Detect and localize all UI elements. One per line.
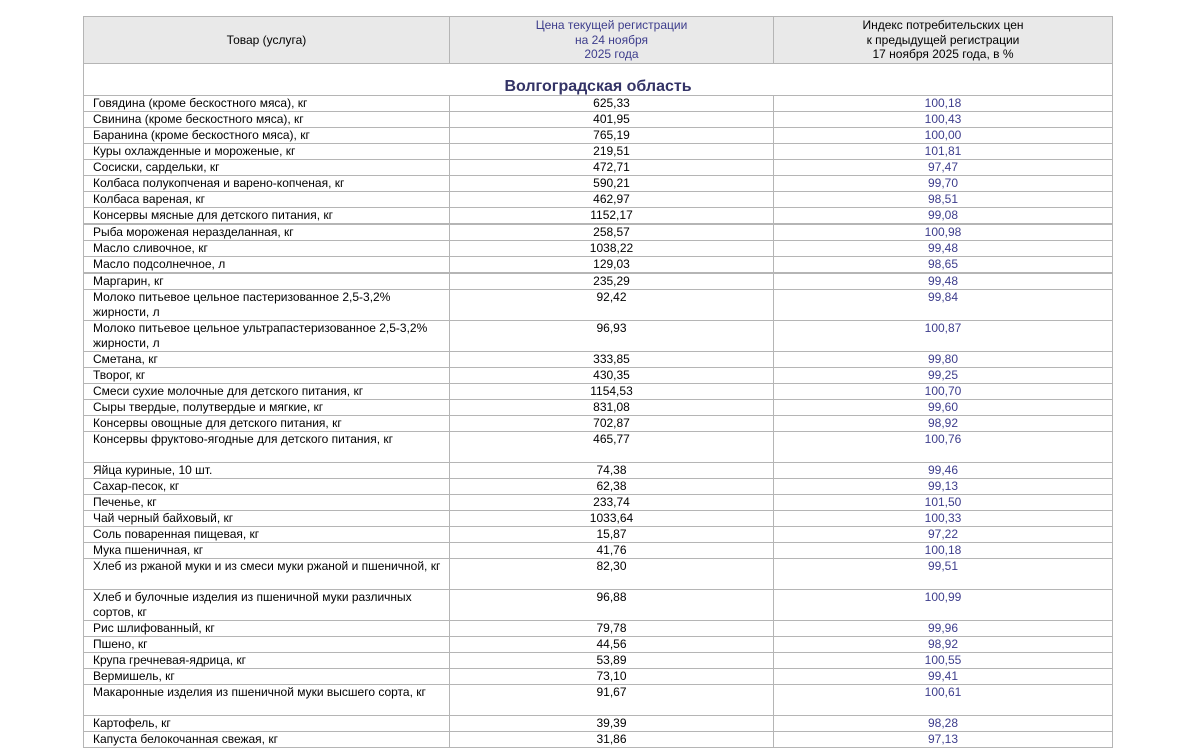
table-row [84,208,1113,225]
price-cell: 233,74 [450,495,774,511]
price-table-container [83,16,1112,748]
product-name-cell: Вермишель, кг [84,669,450,685]
index-cell: 100,43 [774,112,1113,128]
price-cell: 74,38 [450,463,774,479]
product-name-cell: Печенье, кг [84,495,450,511]
price-cell: 73,10 [450,669,774,685]
table-row [84,637,1113,653]
index-cell: 98,28 [774,716,1113,732]
header-price-line: Цена текущей регистрации [535,18,688,33]
price-cell: 53,89 [450,653,774,669]
table-row [84,176,1113,192]
index-cell: 99,51 [774,559,1113,590]
index-cell: 100,61 [774,685,1113,716]
index-cell: 97,22 [774,527,1113,543]
product-name-cell: Баранина (кроме бескостного мяса), кг [84,128,450,144]
index-cell: 99,60 [774,400,1113,416]
header-product: Товар (услуга) [84,17,450,64]
product-name-cell: Рис шлифованный, кг [84,621,450,637]
table-row [84,400,1113,416]
price-cell: 472,71 [450,160,774,176]
index-cell: 99,13 [774,479,1113,495]
price-cell: 1152,17 [450,208,774,225]
index-cell: 99,80 [774,352,1113,368]
index-cell: 99,41 [774,669,1113,685]
price-cell: 1154,53 [450,384,774,400]
product-name-cell: Хлеб из ржаной муки и из смеси муки ржаной и пшеничной, кг [84,559,450,590]
product-name-cell: Колбаса полукопченая и варено-копченая, кг [84,176,450,192]
index-cell: 100,55 [774,653,1113,669]
table-row [84,479,1113,495]
product-name-cell: Колбаса вареная, кг [84,192,450,208]
product-name-cell: Смеси сухие молочные для детского питания, кг [84,384,450,400]
price-cell: 258,57 [450,224,774,241]
table-row [84,463,1113,479]
header-price-line: 2025 года [584,47,639,62]
table-row [84,257,1113,274]
product-name-cell: Сахар-песок, кг [84,479,450,495]
table-row [84,653,1113,669]
table-row [84,669,1113,685]
index-cell: 98,92 [774,416,1113,432]
index-cell: 100,99 [774,590,1113,621]
index-cell: 100,18 [774,96,1113,112]
index-cell: 98,65 [774,257,1113,274]
price-cell: 1038,22 [450,241,774,257]
index-cell: 97,47 [774,160,1113,176]
product-name-cell: Мука пшеничная, кг [84,543,450,559]
table-row [84,432,1113,463]
table-row [84,241,1113,257]
product-name-cell: Макаронные изделия из пшеничной муки высшего сорта, кг [84,685,450,716]
table-row [84,590,1113,621]
index-cell: 101,81 [774,144,1113,160]
price-cell: 333,85 [450,352,774,368]
index-cell: 99,70 [774,176,1113,192]
price-cell: 96,88 [450,590,774,621]
table-row [84,96,1113,112]
index-cell: 99,48 [774,273,1113,290]
table-row [84,224,1113,241]
index-cell: 100,70 [774,384,1113,400]
price-cell: 702,87 [450,416,774,432]
product-name-cell: Масло сливочное, кг [84,241,450,257]
product-name-cell: Маргарин, кг [84,273,450,290]
header-price-line: на 24 ноября [574,32,649,47]
index-cell: 101,50 [774,495,1113,511]
price-cell: 765,19 [450,128,774,144]
product-name-cell: Консервы овощные для детского питания, кг [84,416,450,432]
header-index-line: 17 ноября 2025 года, в % [872,47,1014,62]
index-cell: 99,96 [774,621,1113,637]
price-cell: 96,93 [450,321,774,352]
product-name-cell: Творог, кг [84,368,450,384]
product-name-cell: Сыры твердые, полутвердые и мягкие, кг [84,400,450,416]
product-name-cell: Сметана, кг [84,352,450,368]
price-cell: 79,78 [450,621,774,637]
index-cell: 100,00 [774,128,1113,144]
index-cell: 99,46 [774,463,1113,479]
table-row [84,495,1113,511]
product-name-cell: Соль поваренная пищевая, кг [84,527,450,543]
header-price [450,17,774,64]
index-cell: 99,48 [774,241,1113,257]
product-name-cell: Молоко питьевое цельное пастеризованное 2,5-3,2% жирности, л [84,290,450,321]
table-row [84,144,1113,160]
table-row [84,352,1113,368]
header-index-line: Индекс потребительских цен [862,18,1024,33]
index-cell: 100,98 [774,224,1113,241]
table-row [84,112,1113,128]
region-title: Волгоградская область [84,64,1113,96]
price-cell: 462,97 [450,192,774,208]
product-name-cell: Яйца куриные, 10 шт. [84,463,450,479]
price-cell: 39,39 [450,716,774,732]
product-name-cell: Чай черный байховый, кг [84,511,450,527]
index-cell: 100,33 [774,511,1113,527]
product-name-cell: Масло подсолнечное, л [84,257,450,274]
table-row [84,716,1113,732]
region-row [84,64,1113,96]
price-cell: 235,29 [450,273,774,290]
price-cell: 44,56 [450,637,774,653]
table-row [84,128,1113,144]
price-table [83,16,1113,748]
product-name-cell: Говядина (кроме бескостного мяса), кг [84,96,450,112]
index-cell: 97,13 [774,732,1113,748]
product-name-cell: Пшено, кг [84,637,450,653]
table-row [84,543,1113,559]
price-cell: 219,51 [450,144,774,160]
table-row [84,368,1113,384]
product-name-cell: Куры охлажденные и мороженые, кг [84,144,450,160]
index-cell: 99,08 [774,208,1113,225]
table-row [84,290,1113,321]
index-cell: 98,92 [774,637,1113,653]
product-name-cell: Сосиски, сардельки, кг [84,160,450,176]
table-row [84,273,1113,290]
product-name-cell: Хлеб и булочные изделия из пшеничной муки различных сортов, кг [84,590,450,621]
price-cell: 15,87 [450,527,774,543]
price-cell: 465,77 [450,432,774,463]
product-name-cell: Рыба мороженая неразделанная, кг [84,224,450,241]
table-row [84,321,1113,352]
table-row [84,559,1113,590]
price-cell: 82,30 [450,559,774,590]
table-row [84,511,1113,527]
header-index [774,17,1113,64]
table-row [84,160,1113,176]
index-cell: 100,18 [774,543,1113,559]
product-name-cell: Свинина (кроме бескостного мяса), кг [84,112,450,128]
table-row [84,732,1113,748]
index-cell: 99,84 [774,290,1113,321]
index-cell: 99,25 [774,368,1113,384]
product-name-cell: Крупа гречневая-ядрица, кг [84,653,450,669]
product-name-cell: Картофель, кг [84,716,450,732]
table-row [84,527,1113,543]
price-cell: 62,38 [450,479,774,495]
price-cell: 430,35 [450,368,774,384]
price-cell: 91,67 [450,685,774,716]
product-name-cell: Консервы фруктово-ягодные для детского питания, кг [84,432,450,463]
price-cell: 590,21 [450,176,774,192]
price-cell: 625,33 [450,96,774,112]
index-cell: 98,51 [774,192,1113,208]
table-row [84,384,1113,400]
product-name-cell: Молоко питьевое цельное ультрапастеризованное 2,5-3,2% жирности, л [84,321,450,352]
price-cell: 129,03 [450,257,774,274]
price-cell: 92,42 [450,290,774,321]
table-row [84,192,1113,208]
table-header-row [84,17,1113,64]
table-row [84,685,1113,716]
index-cell: 100,76 [774,432,1113,463]
price-cell: 1033,64 [450,511,774,527]
price-cell: 41,76 [450,543,774,559]
product-name-cell: Капуста белокочанная свежая, кг [84,732,450,748]
header-index-line: к предыдущей регистрации [866,32,1020,47]
product-name-cell: Консервы мясные для детского питания, кг [84,208,450,225]
table-row [84,621,1113,637]
price-cell: 31,86 [450,732,774,748]
price-cell: 831,08 [450,400,774,416]
table-row [84,416,1113,432]
price-cell: 401,95 [450,112,774,128]
index-cell: 100,87 [774,321,1113,352]
